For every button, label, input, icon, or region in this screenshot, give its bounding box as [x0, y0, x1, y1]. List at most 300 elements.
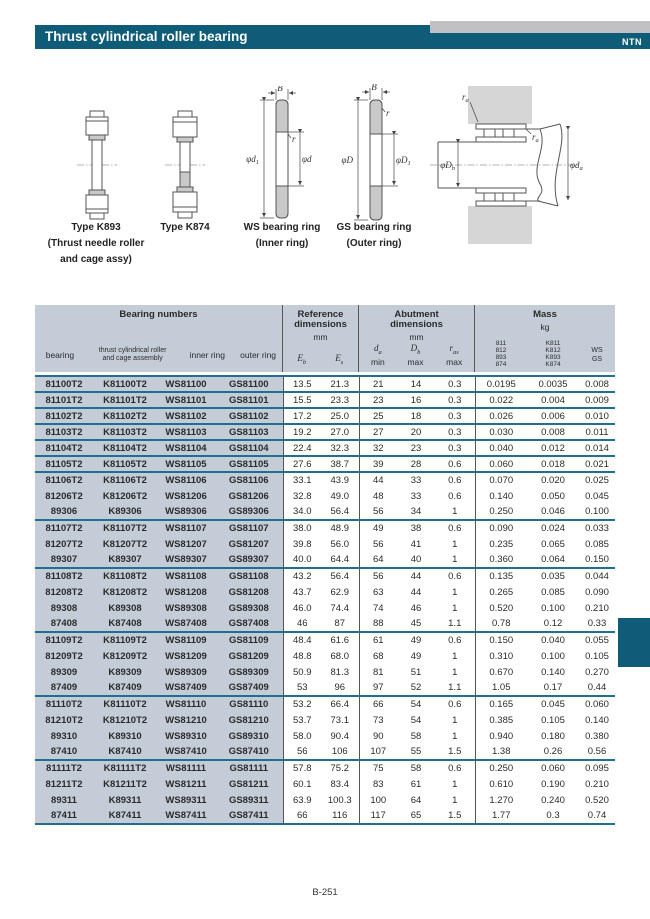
caption-k874: Type K874: [160, 222, 210, 233]
dimension-cell: 1: [435, 600, 475, 616]
mount-fillet-label-2: $r_a$: [532, 132, 539, 144]
bearing-number-cell: 89311: [35, 792, 93, 808]
bearing-number-cell: WS81210: [157, 712, 215, 728]
bearing-number-cell: 89308: [35, 600, 93, 616]
bearing-number-cell: 81109T2: [35, 632, 93, 648]
dimension-cell: 0.012: [527, 440, 579, 456]
caption-gs: GS bearing ring (Outer ring): [336, 222, 412, 249]
dimension-cell: 0.070: [475, 472, 527, 488]
dimension-cell: 66: [359, 696, 397, 712]
bearing-number-cell: K81103T2: [93, 424, 157, 440]
table-row: [35, 440, 615, 456]
gs-fillet-label: r: [386, 108, 390, 118]
bearing-number-cell: GS81103: [215, 424, 283, 440]
dimension-cell: 1: [435, 664, 475, 680]
bearing-number-cell: 89310: [35, 728, 93, 744]
bearing-number-cell: GS81106: [215, 472, 283, 488]
col-header-cage-assembly: thrust cylindrical roller and cage assembly: [98, 347, 167, 362]
dimension-cell: 106: [321, 744, 359, 760]
dimension-cell: 1: [435, 712, 475, 728]
dimension-cell: 16: [397, 392, 435, 408]
dimension-cell: 0.040: [475, 440, 527, 456]
dimension-cell: 0.100: [541, 602, 565, 614]
ws-width-label: B: [277, 86, 283, 93]
dimension-cell: 46.0: [293, 602, 312, 614]
col-header-mass-rings: WS GS: [591, 347, 603, 363]
dimension-cell: 88: [372, 618, 384, 629]
dimension-cell: 0.046: [541, 506, 565, 517]
mount-shaft-dia-label: $\varphi d_a$: [570, 160, 583, 172]
gs-bore-label: $\varphi D_1$: [396, 155, 411, 167]
dimension-cell: 48.4: [283, 632, 321, 648]
dimension-cell: 44: [410, 586, 422, 598]
caption-ws: WS bearing ring (Inner ring): [243, 222, 321, 249]
dimension-cell: 56: [296, 746, 308, 757]
dimension-cell: 32.8: [293, 490, 312, 502]
dimension-cell: 23: [359, 392, 397, 408]
bearing-number-cell: GS89306: [215, 504, 283, 520]
bearing-number-cell: GS89309: [215, 664, 283, 680]
dimension-cell: 81.3: [321, 664, 359, 680]
bearing-number-cell: K81208T2: [93, 584, 157, 600]
bearing-number-cell: GS89311: [215, 792, 283, 808]
bearing-number-cell: GS81108: [215, 568, 283, 584]
bearing-number-cell: WS81209: [157, 648, 215, 664]
dimension-cell: 0.6: [435, 488, 475, 504]
reference-title-line2: dimensions: [294, 319, 347, 330]
table-row: [35, 600, 615, 616]
dimension-cell: 0.020: [527, 472, 579, 488]
dimension-cell: 0.310: [489, 650, 514, 662]
dimension-cell: 0.064: [541, 554, 565, 565]
dimension-cell: 0.235: [489, 538, 514, 550]
reference-unit: mm: [313, 332, 328, 342]
dimension-cell: 0.085: [541, 586, 565, 598]
bearing-number-cell: WS81206: [157, 488, 215, 504]
dimension-cell: 1.1: [435, 680, 475, 696]
table-row: [35, 472, 615, 488]
dimension-cell: 49: [397, 632, 435, 648]
dimension-cell: 75.2: [321, 760, 359, 776]
bearing-number-cell: WS81106: [157, 472, 215, 488]
dimension-cell: 0.210: [585, 602, 609, 614]
dimension-cell: 1.38: [492, 746, 511, 757]
bearing-number-cell: GS81211: [215, 776, 283, 792]
table-row: [35, 616, 615, 632]
dimension-cell: 61.6: [321, 632, 359, 648]
dimension-cell: 23.3: [321, 392, 359, 408]
dimension-cell: 22.4: [283, 440, 321, 456]
col-header-mass-cage: K811 K812 K893 K874: [545, 340, 561, 368]
bearing-number-cell: WS89308: [157, 600, 215, 616]
dimension-cell: 40: [410, 554, 422, 565]
dimension-cell: 107: [370, 746, 387, 757]
dimension-cell: 17.2: [283, 408, 321, 424]
table-row: [35, 392, 615, 408]
bearing-number-cell: 87411: [35, 808, 93, 824]
table-row: [35, 536, 615, 552]
dimension-cell: 1: [435, 536, 475, 552]
dimension-cell: 38: [397, 520, 435, 536]
dimension-cell: 25.0: [321, 408, 359, 424]
bearing-number-cell: WS81102: [157, 408, 215, 424]
bearing-number-cell: 81211T2: [35, 776, 93, 792]
bearing-numbers-title: Bearing numbers: [119, 309, 198, 320]
bearing-number-cell: WS87411: [157, 808, 215, 824]
dimension-cell: 27.0: [321, 424, 359, 440]
dimension-cell: 97: [372, 682, 384, 693]
dimension-cell: 117: [370, 810, 386, 821]
table-row: [35, 520, 615, 536]
bearing-number-cell: GS81207: [215, 536, 283, 552]
dimension-cell: 23: [397, 440, 435, 456]
bearing-number-cell: GS81100: [215, 376, 283, 392]
bearing-number-cell: K81106T2: [93, 472, 157, 488]
bearing-number-cell: WS81103: [157, 424, 215, 440]
dimension-cell: 0.240: [541, 794, 565, 806]
table-row: [35, 504, 615, 520]
col-header-Es: $E_s$: [335, 353, 344, 366]
header-bearing-numbers: [35, 305, 283, 372]
bearing-number-cell: WS81211: [157, 776, 215, 792]
page-index-tab: [618, 618, 650, 667]
dimension-cell: 0.610: [489, 778, 514, 790]
dimension-cell: 13.5: [283, 376, 321, 392]
dimension-cell: 1: [435, 584, 475, 600]
dimension-cell: 38.7: [321, 456, 359, 472]
bearing-number-cell: WS87409: [157, 680, 215, 696]
bearing-number-cell: GS87408: [215, 616, 283, 632]
dimension-cell: 0.011: [579, 424, 615, 440]
col-header-Db: $D_b$ max: [407, 343, 424, 367]
dimension-cell: 56.4: [321, 504, 359, 520]
dimension-cell: 0.135: [475, 568, 527, 584]
bearing-number-cell: WS81111: [157, 760, 215, 776]
ws-bore-label: φd: [302, 154, 312, 164]
bearing-number-cell: WS87408: [157, 616, 215, 632]
dimension-cell: 0.055: [579, 632, 615, 648]
dimension-cell: 0.150: [475, 632, 527, 648]
bearing-number-cell: WS89307: [157, 552, 215, 568]
dimension-cell: 0.010: [579, 408, 615, 424]
dimension-cell: 1.77: [492, 810, 511, 821]
mount-fillet-label-1: $r_a$: [462, 92, 469, 104]
bearing-number-cell: K89309: [93, 664, 157, 680]
dimension-cell: 68: [372, 650, 384, 662]
dimension-cell: 14: [397, 376, 435, 392]
bearing-number-cell: GS81208: [215, 584, 283, 600]
bearing-number-cell: K81105T2: [93, 456, 157, 472]
bearing-number-cell: 81103T2: [35, 424, 93, 440]
dimension-cell: 33.1: [283, 472, 321, 488]
col-header-Eb: $E_b$: [297, 353, 307, 366]
dimension-cell: 1: [435, 504, 475, 520]
dimension-cell: 53.7: [293, 714, 312, 726]
dimension-cell: 0.360: [489, 554, 514, 565]
dimension-cell: 62.9: [321, 584, 359, 600]
dimension-cell: 53.2: [283, 696, 321, 712]
dimension-cell: 0.044: [579, 568, 615, 584]
col-header-outer-ring: outer ring: [240, 349, 277, 360]
figure-ws-ring: [234, 86, 314, 222]
dimension-cell: 0.210: [585, 778, 609, 790]
bearing-number-cell: GS81210: [215, 712, 283, 728]
abutment-title-line1: Abutment: [394, 309, 439, 320]
dimension-cell: 0.74: [587, 810, 607, 821]
dimension-cell: 73: [372, 714, 384, 726]
bearing-number-cell: GS87411: [215, 808, 283, 824]
dimension-cell: 51: [410, 666, 422, 678]
mass-unit: kg: [540, 322, 550, 332]
dimension-cell: 0.100: [585, 506, 609, 517]
dimension-cell: 0.6: [435, 696, 475, 712]
bearing-number-cell: WS81100: [157, 376, 215, 392]
dimension-cell: 0.021: [579, 456, 615, 472]
dimension-cell: 40.0: [293, 554, 312, 565]
dimension-cell: 0.0035: [527, 376, 579, 392]
dimension-cell: 66.4: [321, 696, 359, 712]
dimension-cell: 46: [296, 618, 308, 629]
dimension-cell: 50.9: [293, 666, 312, 678]
gs-od-label: φD: [341, 155, 353, 165]
dimension-cell: 66: [296, 810, 308, 821]
bearing-number-cell: K89310: [93, 728, 157, 744]
dimension-cell: 74.4: [321, 600, 359, 616]
table-row: [35, 792, 615, 808]
dimension-cell: 90: [372, 730, 384, 742]
dimension-cell: 1: [435, 792, 475, 808]
bearing-number-cell: GS89308: [215, 600, 283, 616]
dimension-cell: 1: [435, 728, 475, 744]
dimension-cell: 0.6: [435, 632, 475, 648]
bearing-number-cell: GS81209: [215, 648, 283, 664]
table-row: [35, 408, 615, 424]
dimension-cell: 81: [372, 666, 384, 678]
table-body: [35, 376, 615, 824]
table-row: [35, 664, 615, 680]
bearing-number-cell: GS81110: [215, 696, 283, 712]
dimension-cell: 0.090: [475, 520, 527, 536]
dimension-cell: 0.024: [527, 520, 579, 536]
dimension-cell: 0.250: [475, 760, 527, 776]
dimension-cell: 56.0: [321, 536, 359, 552]
dimension-cell: 33: [397, 472, 435, 488]
bearing-number-cell: 81206T2: [35, 488, 93, 504]
dimension-cell: 45: [410, 618, 422, 629]
dimension-cell: 43.2: [283, 568, 321, 584]
dimension-cell: 116: [321, 808, 359, 824]
figure-k893: [75, 110, 119, 220]
dimension-cell: 58: [397, 760, 435, 776]
bearing-number-cell: WS81104: [157, 440, 215, 456]
bearing-number-cell: WS81105: [157, 456, 215, 472]
bearing-number-cell: GS81206: [215, 488, 283, 504]
bearing-number-cell: K87411: [93, 808, 157, 824]
bearing-number-cell: 81102T2: [35, 408, 93, 424]
table-row: [35, 376, 615, 392]
dimension-cell: 21.3: [321, 376, 359, 392]
bearing-number-cell: WS89311: [157, 792, 215, 808]
table-row: [35, 424, 615, 440]
bearing-number-cell: 81210T2: [35, 712, 93, 728]
bearing-number-cell: GS81104: [215, 440, 283, 456]
bearing-number-cell: GS81107: [215, 520, 283, 536]
dimension-cell: 0.3: [435, 376, 475, 392]
dimension-cell: 53: [296, 682, 308, 693]
bearing-number-cell: K81102T2: [93, 408, 157, 424]
dimension-cell: 21: [359, 376, 397, 392]
figure-mounting: [428, 84, 586, 249]
page-number: B-251: [312, 887, 338, 898]
bearing-number-cell: GS81111: [215, 760, 283, 776]
table-row: [35, 744, 615, 760]
dimension-cell: 48.8: [293, 650, 312, 662]
dimension-cell: 19.2: [283, 424, 321, 440]
gray-strip: [430, 21, 650, 33]
dimension-cell: 39: [359, 456, 397, 472]
dimension-cell: 90.4: [321, 728, 359, 744]
col-header-bearing: bearing: [45, 349, 75, 360]
bearing-table: [35, 305, 615, 825]
dimension-cell: 83: [372, 778, 384, 790]
bearing-data-table: [35, 375, 615, 825]
bearing-number-cell: 81208T2: [35, 584, 93, 600]
dimension-cell: 0.150: [585, 554, 609, 565]
bearing-number-cell: K81206T2: [93, 488, 157, 504]
dimension-cell: 0.180: [541, 730, 565, 742]
dimension-cell: 54: [410, 714, 422, 726]
dimension-cell: 0.3: [435, 392, 475, 408]
dimension-cell: 87: [321, 616, 359, 632]
dimension-cell: 64: [372, 554, 384, 565]
dimension-cell: 0.250: [489, 506, 514, 517]
bearing-number-cell: K81110T2: [93, 696, 157, 712]
table-row: [35, 648, 615, 664]
dimension-cell: 49: [359, 520, 397, 536]
dimension-cell: 41: [410, 538, 422, 550]
dimension-cell: 0.6: [435, 456, 475, 472]
table-row: [35, 632, 615, 648]
dimension-cell: 0.520: [585, 794, 609, 806]
dimension-cell: 0.030: [475, 424, 527, 440]
bearing-number-cell: 87408: [35, 616, 93, 632]
bearing-number-cell: K81111T2: [93, 760, 157, 776]
dimension-cell: 20: [397, 424, 435, 440]
bearing-number-cell: 81107T2: [35, 520, 93, 536]
bearing-number-cell: GS81109: [215, 632, 283, 648]
bearing-number-cell: 89309: [35, 664, 93, 680]
col-header-ras: $r_{as}$ max: [446, 343, 463, 367]
dimension-cell: 83.4: [321, 776, 359, 792]
bearing-number-cell: WS89309: [157, 664, 215, 680]
bearing-number-cell: K81101T2: [93, 392, 157, 408]
dimension-cell: 0.018: [527, 456, 579, 472]
dimension-cell: 15.5: [283, 392, 321, 408]
housing-block-bottom: [468, 206, 532, 244]
bearing-number-cell: 81111T2: [35, 760, 93, 776]
bearing-number-cell: GS81102: [215, 408, 283, 424]
bearing-number-cell: 81110T2: [35, 696, 93, 712]
dimension-cell: 0.3: [435, 424, 475, 440]
dimension-cell: 28: [397, 456, 435, 472]
bearing-number-cell: 81106T2: [35, 472, 93, 488]
bearing-number-cell: K89311: [93, 792, 157, 808]
dimension-cell: 0.78: [492, 618, 511, 629]
table-row: [35, 696, 615, 712]
dimension-cell: 1: [435, 648, 475, 664]
table-row: [35, 584, 615, 600]
dimension-cell: 0.670: [489, 666, 514, 678]
dimension-cell: 39.8: [293, 538, 312, 550]
bearing-number-cell: K87410: [93, 744, 157, 760]
bearing-number-cell: WS81207: [157, 536, 215, 552]
dimension-cell: 63: [372, 586, 384, 598]
dimension-cell: 0.33: [587, 618, 607, 629]
dimension-cell: 27: [359, 424, 397, 440]
bearing-number-cell: GS87410: [215, 744, 283, 760]
bearing-number-cell: K89307: [93, 552, 157, 568]
dimension-cell: 0.520: [489, 602, 514, 614]
mount-housing-bore-label: $\varphi D_b$: [440, 160, 455, 172]
bearing-number-cell: GS87409: [215, 680, 283, 696]
dimension-cell: 0.090: [585, 586, 609, 598]
dimension-cell: 0.006: [527, 408, 579, 424]
bearing-number-cell: GS81105: [215, 456, 283, 472]
dimension-cell: 34: [410, 506, 422, 517]
bearing-number-cell: 81207T2: [35, 536, 93, 552]
header-reference-dimensions: [283, 305, 359, 372]
bearing-number-cell: WS89306: [157, 504, 215, 520]
bearing-number-cell: 81100T2: [35, 376, 93, 392]
dimension-cell: 63.9: [293, 794, 312, 806]
bearing-number-cell: K87408: [93, 616, 157, 632]
ws-od-label: $\varphi d_1$: [246, 154, 259, 166]
dimension-cell: 1.5: [435, 808, 475, 824]
bearing-number-cell: WS81110: [157, 696, 215, 712]
dimension-cell: 46: [410, 602, 422, 614]
bearing-number-cell: K81209T2: [93, 648, 157, 664]
dimension-cell: 18: [397, 408, 435, 424]
dimension-cell: 61: [410, 778, 422, 790]
dimension-cell: 49: [410, 650, 422, 662]
dimension-cell: 1.05: [492, 682, 511, 693]
dimension-cell: 48.9: [321, 520, 359, 536]
dimension-cell: 52: [410, 682, 422, 693]
dimension-cell: 0.026: [475, 408, 527, 424]
reference-title-line1: Reference: [297, 309, 344, 320]
table-row: [35, 456, 615, 472]
table-row: [35, 776, 615, 792]
bearing-number-cell: K81211T2: [93, 776, 157, 792]
dimension-cell: 61: [359, 632, 397, 648]
housing-block-top: [468, 86, 532, 124]
dimension-cell: 56: [372, 506, 384, 517]
dimension-cell: 0.033: [579, 520, 615, 536]
dimension-cell: 0.105: [541, 714, 565, 726]
dimension-cell: 0.56: [587, 746, 607, 757]
dimension-cell: 1.1: [435, 616, 475, 632]
ws-fillet-label: r: [292, 134, 296, 144]
dimension-cell: 0.140: [585, 714, 609, 726]
gs-width-label: B: [371, 84, 377, 92]
dimension-cell: 56.4: [321, 568, 359, 584]
table-row: [35, 760, 615, 776]
bearing-number-cell: K87409: [93, 680, 157, 696]
dimension-cell: 0.6: [435, 472, 475, 488]
bearing-number-cell: WS81109: [157, 632, 215, 648]
header-abutment-dimensions: [359, 305, 475, 372]
dimension-cell: 0.940: [489, 730, 514, 742]
